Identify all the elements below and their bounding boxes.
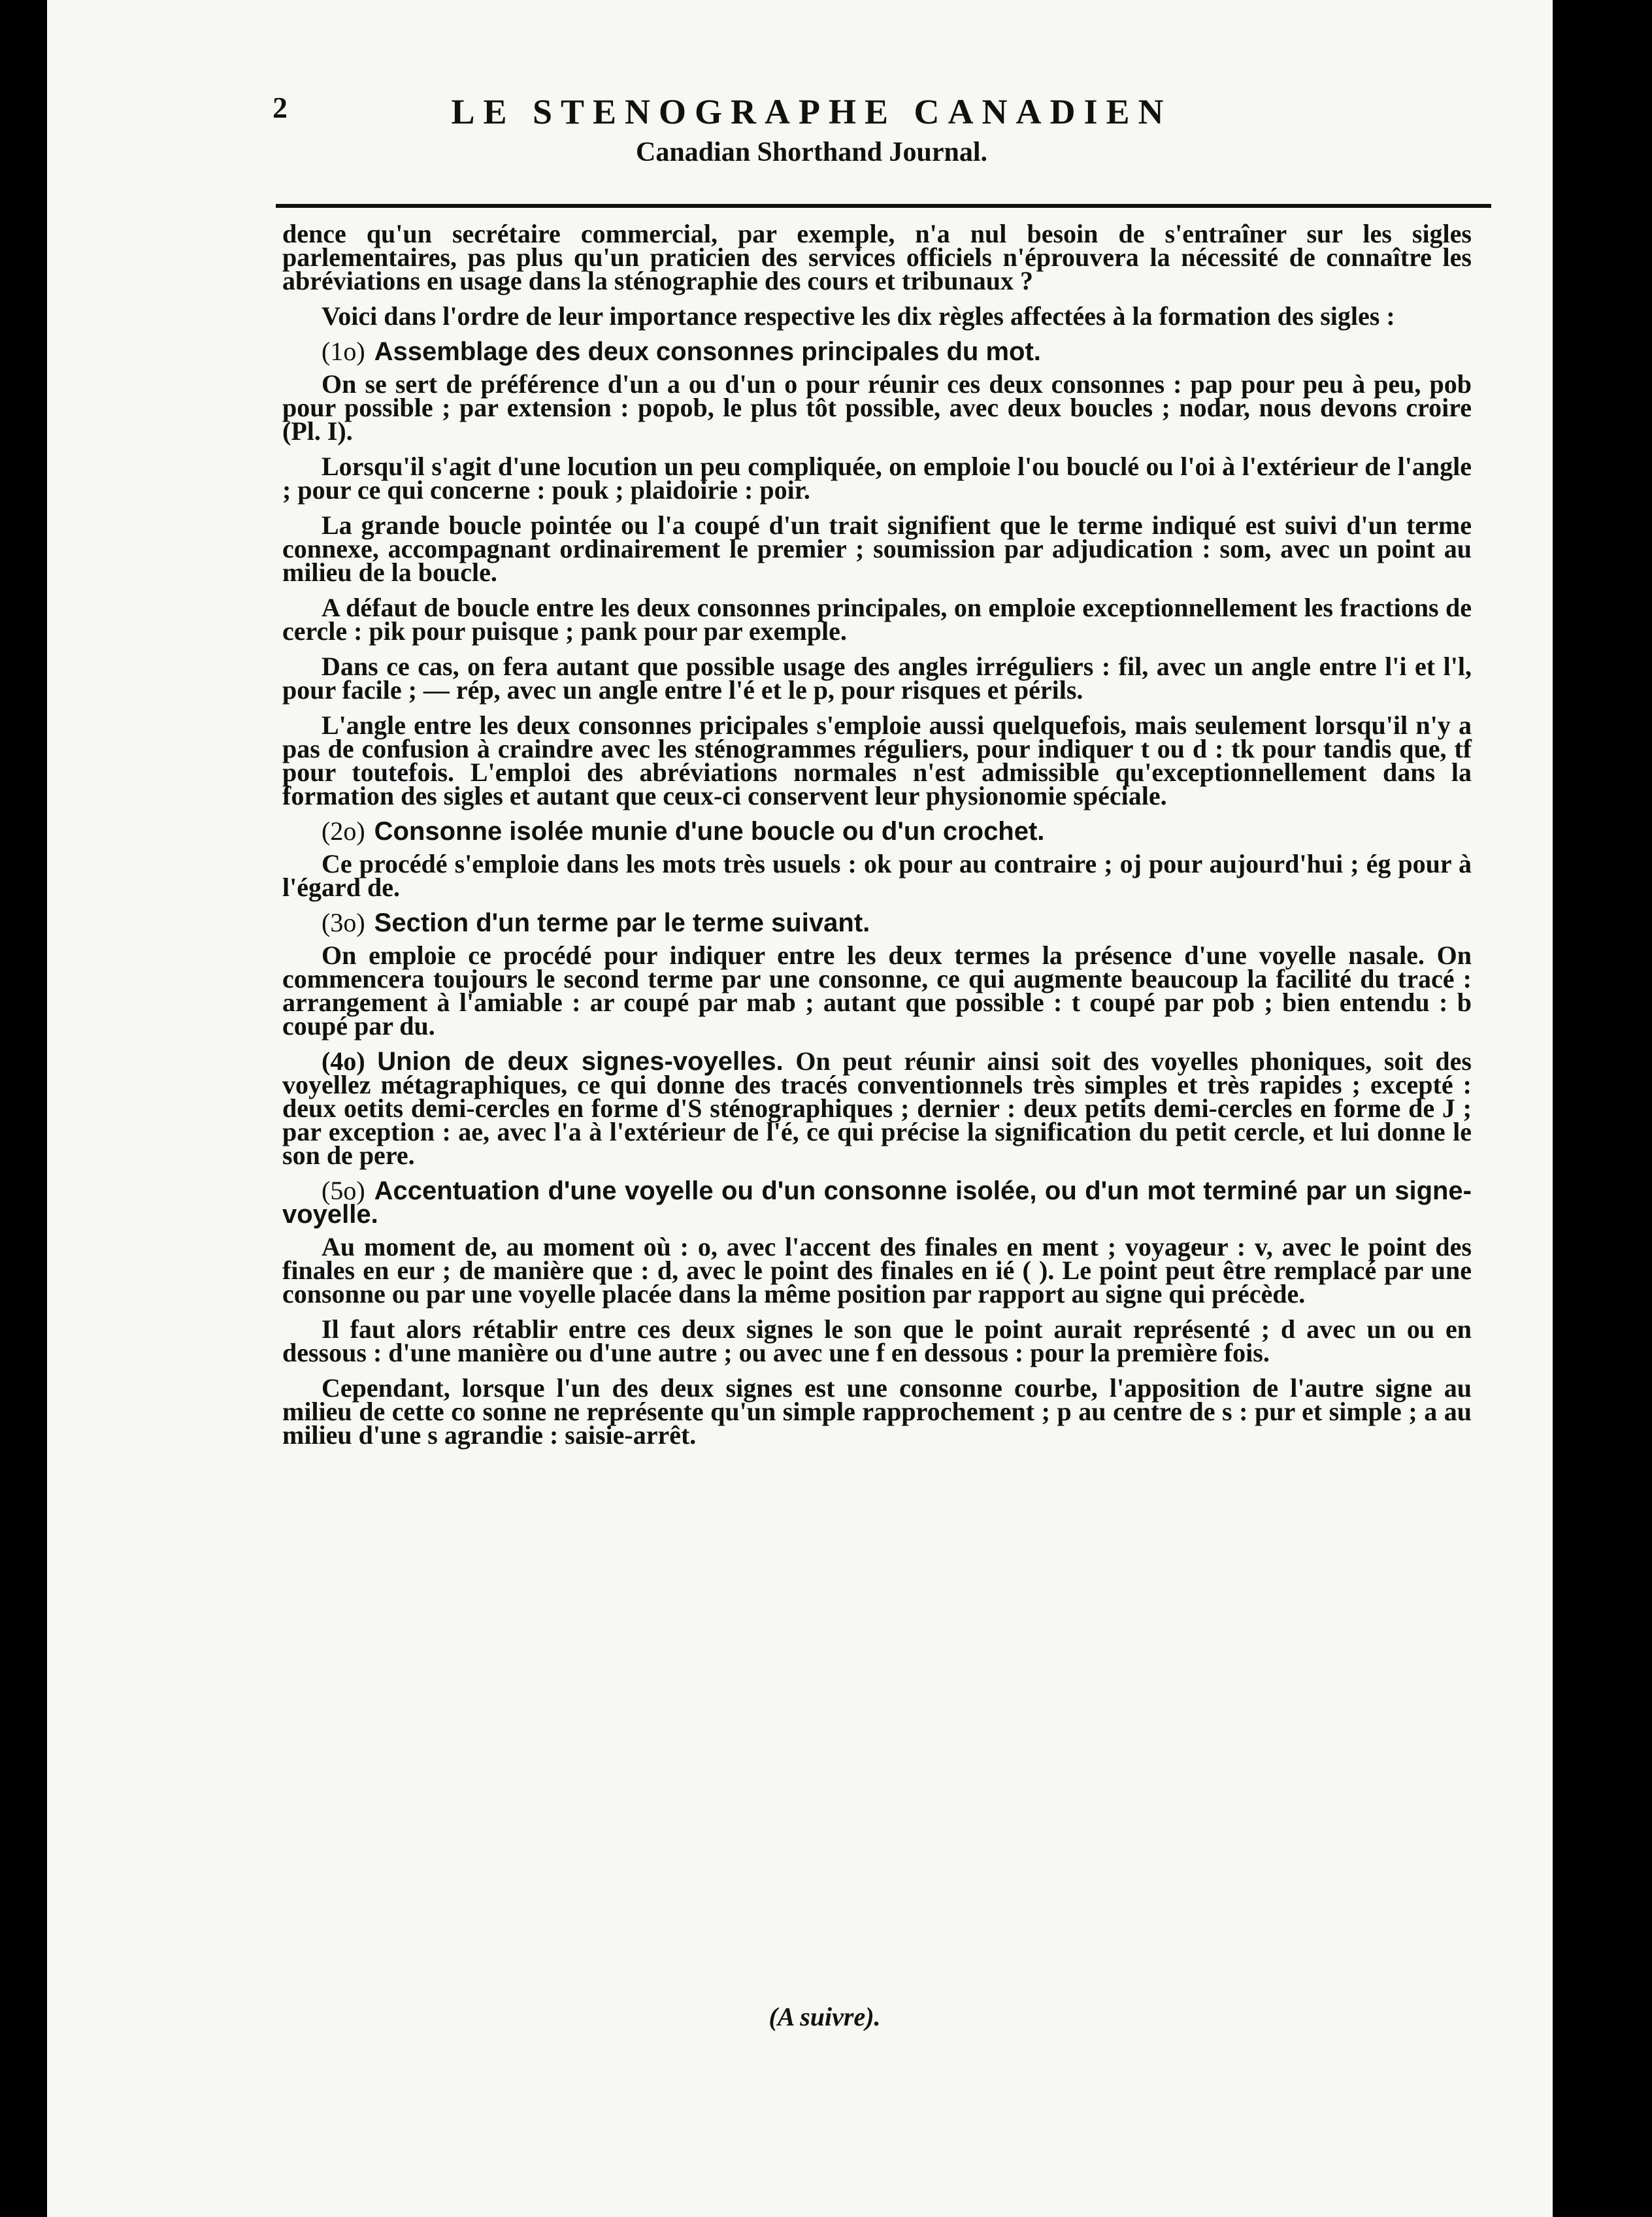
section-number: (5o) <box>322 1176 365 1205</box>
paragraph: Voici dans l'ordre de leur importance respective les dix règles affectées à la formation des sigles : <box>322 301 1395 331</box>
section-number: (1o) <box>322 337 365 366</box>
paragraph: L'angle entre les deux consonnes pricipales s'emploie aussi quelquefois, mais seulement lorsqu'il n'y a pas de confusion à craindre avec les sténogrammes réguliers, pour indiquer t ou d : tk pour tandis que, tf pour toutefois. L'emploi des abréviations normales n'est admissible qu'exceptionnellement dans la formation des sigles et autant que ceux-ci conservent leur physionomie spéciale. <box>282 710 1472 810</box>
scan-shadow-right <box>1553 0 1602 2217</box>
paragraph <box>282 1046 1472 1170</box>
scan-shadow-left <box>0 0 47 2217</box>
paragraph: La grande boucle pointée ou l'a coupé d'un trait signifient que le terme indiqué est suivi d'un terme connexe, accompagnant ordinairement le premier ; soumission par adjudication : som, avec un point au milieu de la boucle. <box>282 510 1472 587</box>
journal-subtitle: Canadian Shorthand Journal. <box>635 137 988 167</box>
section-number: (2o) <box>322 816 365 846</box>
to-be-continued: (A suivre). <box>768 2002 881 2031</box>
section-heading <box>282 1176 1472 1229</box>
paragraph: Au moment de, au moment où : o, avec l'accent des finales en ment ; voyageur : v, avec le point des finales en eur ; de manière que : d, avec le point des finales en ié ( ). Le point peut être remplacé par une consonne ou par une voyelle placée dans la même position par rapport au signe qui précède. <box>282 1232 1472 1309</box>
section-number: (4o) <box>322 1046 365 1076</box>
document-page <box>47 0 1602 2217</box>
section-title: Union de deux signes-voyelles. <box>377 1047 784 1076</box>
section-title: Consonne isolée munie d'une boucle ou d'un crochet. <box>374 817 1045 846</box>
section-number: (3o) <box>322 908 365 937</box>
section-title: Accentuation d'une voyelle ou d'un consonne isolée, ou d'un mot terminé par un signe-voyelle. <box>282 1176 1472 1229</box>
paragraph: Cependant, lorsque l'un des deux signes est une consonne courbe, l'apposition de l'autre signe au milieu de cette co sonne ne représente qu'un simple rapprochement ; p au centre de s : pur et simple ; a au milieu d'une s agrandie : saisie-arrêt. <box>282 1373 1472 1450</box>
paragraph: Dans ce cas, on fera autant que possible usage des angles irréguliers : fil, avec un angle entre l'i et l'l, pour facile ; — rép, avec un angle entre l'é et le p, pour risques et périls. <box>282 652 1472 705</box>
section-heading <box>322 337 1472 366</box>
paragraph: Lorsqu'il s'agit d'une locution un peu compliquée, on emploie l'ou bouclé ou l'oi à l'extérieur de l'angle ; pour ce qui concerne : pouk ; plaidoirie : poir. <box>282 452 1472 505</box>
journal-header <box>282 90 1341 171</box>
page-number: 2 <box>273 91 288 124</box>
header-rule <box>276 204 1491 208</box>
section-heading <box>322 816 1472 846</box>
paragraph: On emploie ce procédé pour indiquer entre les deux termes la présence d'une voyelle nasale. On commencera toujours le second terme par une consonne, ce qui augmente beaucoup la facilité du tracé : arrangement à l'amiable : ar coupé par mab ; autant que possible : t coupé par pob ; bien entendu : b coupé par du. <box>282 941 1472 1041</box>
paragraph: Il faut alors rétablir entre ces deux signes le son que le point aurait représenté ; d avec un ou en dessous : d'une manière ou d'une autre ; ou avec une f en dessous : pour la première fois. <box>282 1314 1472 1367</box>
paragraph: A défaut de boucle entre les deux consonnes principales, on emploie exceptionnellement les fractions de cercle : pik pour puisque ; pank pour par exemple. <box>282 593 1472 646</box>
paragraph: dence qu'un secrétaire commercial, par exemple, n'a nul besoin de s'entraîner sur les sigles parlementaires, pas plus qu'un praticien des services officiels n'éprouvera la nécessité de connaître les abréviations en usage dans la sténographie des cours et tribunaux ? <box>282 219 1472 295</box>
section-text: On peut réunir ainsi soit des voyelles phoniques, soit des voyellez métagraphiques, ce qui donne des tracés conventionnels très simples et très rapides ; excepté : deux oetits demi-cercles en forme d'S sténographiques ; dernier : deux petits demi-cercles en forme de J ; par exception : ae, avec l'a à l'extérieur de l'é, ce qui précise la signification du petit cercle, et lui donne le son de pere. <box>282 1046 1472 1170</box>
paragraph: On se sert de préférence d'un a ou d'un o pour réunir ces deux consonnes : pap pour peu à peu, pob pour possible ; par extension : popob, le plus tôt possible, avec deux boucles ; nodar, nous devons croire (Pl. I). <box>282 369 1472 446</box>
journal-title: LE STENOGRAPHE CANADIEN <box>451 92 1172 131</box>
section-title: Section d'un terme par le terme suivant. <box>374 908 870 937</box>
article-body <box>282 219 1472 1459</box>
paragraph: Ce procédé s'emploie dans les mots très usuels : ok pour au contraire ; oj pour aujourd'hui ; ég pour à l'égard de. <box>282 849 1472 902</box>
section-heading <box>322 908 1472 937</box>
section-title: Assemblage des deux consonnes principales du mot. <box>374 337 1041 366</box>
